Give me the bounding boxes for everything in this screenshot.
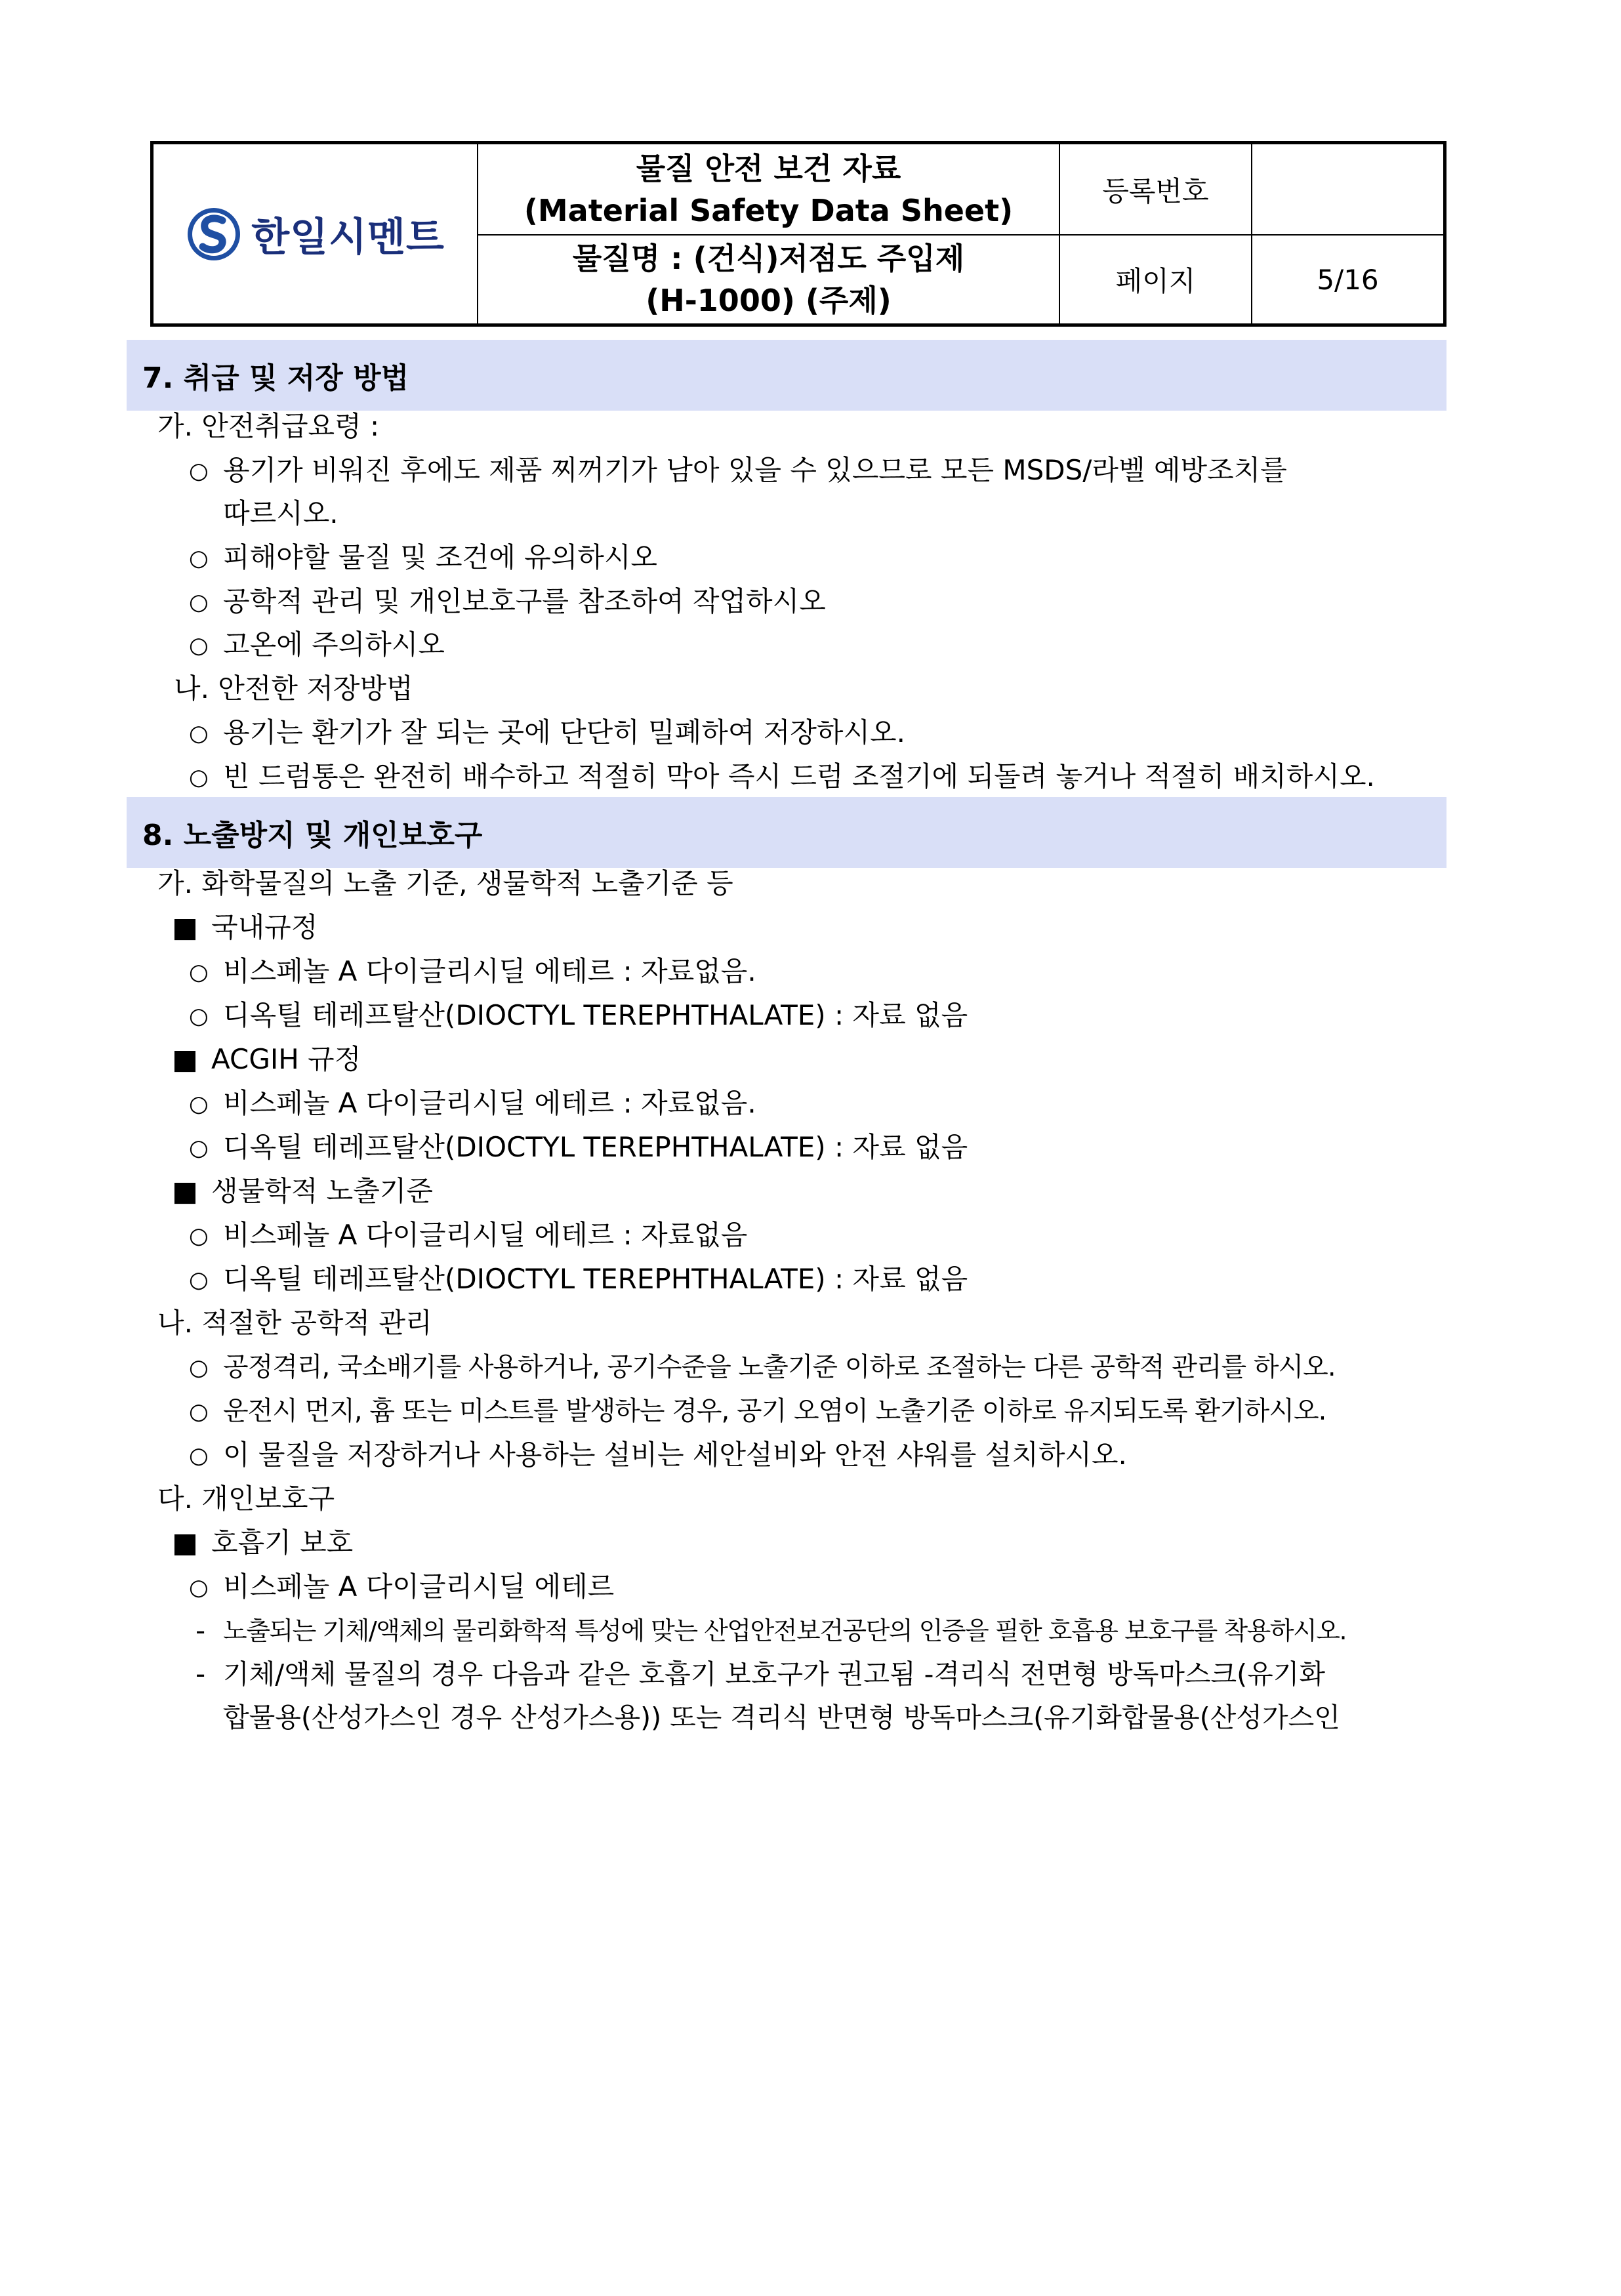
logo-cell — [154, 144, 477, 323]
section-8a-heading: 가. 화학물질의 노출 기준, 생물학적 노출기준 등 — [157, 867, 733, 899]
document-title-cell — [478, 144, 1059, 234]
bullet-circle-icon: ○ — [189, 589, 209, 615]
bullet-circle-icon: ○ — [189, 959, 209, 985]
bullet-circle-icon: ○ — [189, 764, 209, 790]
subsection-label: 호흡기 보호 — [211, 1527, 354, 1559]
header-table — [150, 141, 1447, 327]
page-label: 페이지 — [1115, 265, 1196, 297]
registration-label: 등록번호 — [1102, 174, 1209, 207]
page-number: 5/16 — [1317, 263, 1379, 296]
bullet-circle-icon: ○ — [189, 1091, 209, 1117]
bullet-square-icon: ■ — [172, 1043, 198, 1075]
list-item: 비스페놀 A 다이글리시딜 에테르 : 자료없음. — [223, 955, 756, 987]
bullet-circle-icon: ○ — [189, 1135, 209, 1161]
product-code: (H-1000) (주제) — [646, 283, 892, 318]
list-item-continuation: 합물용(산성가스인 경우 산성가스용)) 또는 격리식 반면형 방독마스크(유기화합물용(산성가스인 — [223, 1702, 1340, 1733]
bullet-circle-icon: ○ — [189, 1355, 209, 1381]
list-item: 고온에 주의하시오 — [223, 628, 445, 661]
company-name: 한일시멘트 — [251, 214, 445, 260]
bullet-circle-icon: ○ — [189, 545, 209, 571]
list-item: 디옥틸 테레프탈산(DIOCTYL TEREPHTHALATE) : 자료 없음 — [223, 1263, 968, 1295]
dash-marker: - — [195, 1658, 206, 1690]
dash-marker: - — [195, 1614, 206, 1647]
list-item: 운전시 먼지, 흄 또는 미스트를 발생하는 경우, 공기 오염이 노출기준 이하로 유지되도록 환기하시오. — [223, 1396, 1326, 1426]
list-item: 이 물질을 저장하거나 사용하는 설비는 세안설비와 안전 샤워를 설치하시오. — [223, 1439, 1127, 1471]
list-item: 용기는 환기가 잘 되는 곳에 단단히 밀폐하여 저장하시오. — [223, 716, 905, 748]
product-name: 물질명 : (건식)저점도 주입제 — [572, 241, 965, 276]
bullet-circle-icon: ○ — [189, 1399, 209, 1425]
list-item: 기체/액체 물질의 경우 다음과 같은 호흡기 보호구가 권고됨 -격리식 전면형 방독마스크(유기화 — [223, 1658, 1325, 1690]
list-item: 디옥틸 테레프탈산(DIOCTYL TEREPHTHALATE) : 자료 없음 — [223, 1131, 968, 1163]
list-item: 빈 드럼통은 완전히 배수하고 적절히 막아 즉시 드럼 조절기에 되돌려 놓거나 적절히 배치하시오. — [223, 760, 1375, 792]
subsection-label: 국내규정 — [211, 911, 318, 943]
subsection-label: 생물학적 노출기준 — [211, 1175, 433, 1207]
bullet-square-icon: ■ — [172, 1527, 198, 1559]
list-item: 공학적 관리 및 개인보호구를 참조하여 작업하시오 — [223, 585, 826, 617]
document-title-korean: 물질 안전 보건 자료 — [636, 150, 901, 186]
bullet-circle-icon: ○ — [189, 1003, 209, 1029]
section-8-heading: 8. 노출방지 및 개인보호구 — [127, 797, 1447, 868]
list-item: 공정격리, 국소배기를 사용하거나, 공기수준을 노출기준 이하로 조절하는 다른 공학적 관리를 하시오. — [223, 1352, 1336, 1382]
list-item: 비스페놀 A 다이글리시딜 에테르 — [223, 1570, 615, 1603]
list-item: 비스페놀 A 다이글리시딜 에테르 : 자료없음 — [223, 1219, 748, 1251]
bullet-circle-icon: ○ — [189, 1574, 209, 1601]
bullet-circle-icon: ○ — [189, 458, 209, 484]
bullet-square-icon: ■ — [172, 1175, 198, 1207]
section-7b-heading: 나. 안전한 저장방법 — [174, 672, 413, 705]
company-logo — [186, 206, 445, 262]
bullet-circle-icon: ○ — [189, 1443, 209, 1469]
section-7-heading: 7. 취급 및 저장 방법 — [127, 340, 1447, 411]
registration-value — [1252, 144, 1443, 234]
bullet-circle-icon: ○ — [189, 632, 209, 659]
document-title-english: (Material Safety Data Sheet) — [523, 192, 1014, 228]
bullet-circle-icon: ○ — [189, 1223, 209, 1249]
section-7a-heading: 가. 안전취급요령 : — [157, 410, 380, 442]
list-item-continuation: 따르시오. — [223, 497, 339, 529]
product-name-cell — [478, 236, 1059, 323]
section-8c-heading: 다. 개인보호구 — [157, 1483, 335, 1515]
subsection-label: ACGIH 규정 — [211, 1043, 361, 1075]
list-item: 피해야할 물질 및 조건에 유의하시오 — [223, 541, 657, 573]
logo-emblem-icon — [186, 206, 242, 262]
list-item: 비스페놀 A 다이글리시딜 에테르 : 자료없음. — [223, 1087, 756, 1119]
bullet-circle-icon: ○ — [189, 1267, 209, 1293]
list-item: 디옥틸 테레프탈산(DIOCTYL TEREPHTHALATE) : 자료 없음 — [223, 999, 968, 1031]
section-8b-heading: 나. 적절한 공학적 관리 — [157, 1307, 432, 1339]
list-item: 용기가 비워진 후에도 제품 찌꺼기가 남아 있을 수 있으므로 모든 MSDS/라벨 예방조치를 — [223, 454, 1287, 486]
list-item: 노출되는 기체/액체의 물리화학적 특성에 맞는 산업안전보건공단의 인증을 필한 호흡용 보호구를 착용하시오. — [223, 1616, 1347, 1645]
bullet-square-icon: ■ — [172, 911, 198, 943]
bullet-circle-icon: ○ — [189, 720, 209, 747]
